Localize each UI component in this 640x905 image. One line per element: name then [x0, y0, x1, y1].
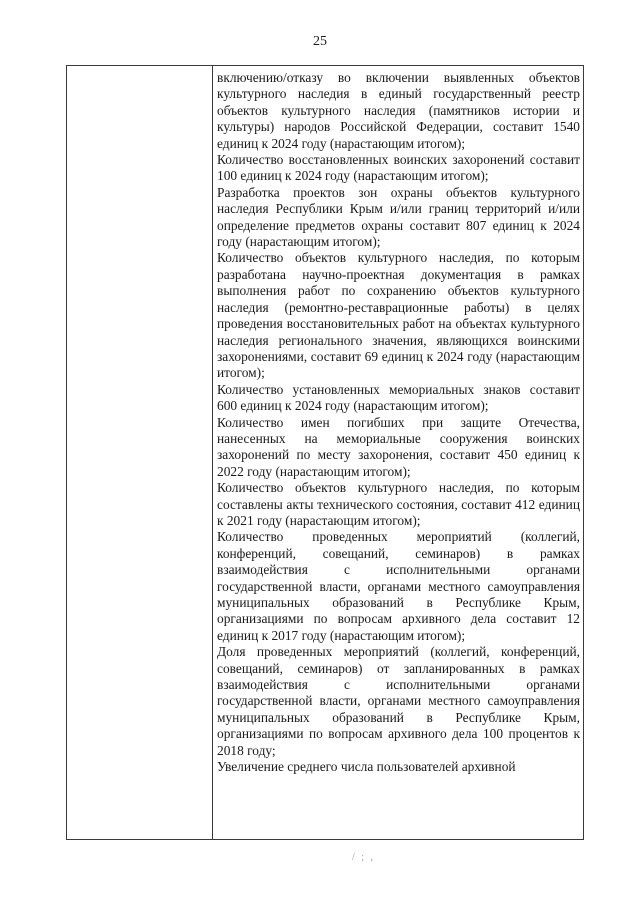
indicator-entry: Доля проведенных мероприятий (коллегий, конференций, совещаний, семинаров) от запланированных в рамках взаимодействия с исполнительными органами государственной власти, органами местного самоуправления муниципальных образований в Республике Крым, организациями по вопросам архивного дела 100 процентов к 2018 году; — [217, 644, 580, 758]
table-right-cell — [213, 66, 583, 839]
indicator-entry: Количество проведенных мероприятий (коллегий, конференций, совещаний, семинаров) в рамках взаимодействия с исполнительными органами государственной власти, органами местного самоуправления муниципальных образований в Республике Крым, организациями по вопросам архивного дела составит 12 единиц к 2017 году (нарастающим итогом); — [217, 529, 580, 643]
indicator-entry: Количество восстановленных воинских захоронений составит 100 единиц к 2024 году (нарастающим итогом); — [217, 152, 580, 184]
scan-mark: / ; , — [352, 852, 376, 863]
indicator-entry: Количество установленных мемориальных знаков составит 600 единиц к 2024 году (нарастающим итогом); — [217, 381, 580, 414]
indicator-entry: включению/отказу во включении выявленных объектов культурного наследия в единый государственный реестр объектов культурного наследия (памятников истории и культуры) народов Российской Федерации, составит 1540 единиц к 2024 году (нарастающим итогом); — [217, 70, 580, 151]
indicator-entry: Количество объектов культурного наследия, по которым разработана научно-проектная документация в рамках выполнения работ по сохранению объектов культурного наследия (ремонтно-реставрационные работы) в целях проведения восстановительных работ на объектах культурного наследия регионального значения, являющихся воинскими захоронениями, составит 69 единиц к 2024 году (нарастающим итогом); — [217, 250, 580, 381]
table-left-cell — [67, 66, 213, 839]
indicator-entry: Количество объектов культурного наследия, по которым составлены акты технического состояния, составит 412 единиц к 2021 году (нарастающим итогом); — [217, 480, 580, 528]
page-number: 25 — [313, 34, 327, 49]
indicator-entry: Увеличение среднего числа пользователей архивной — [217, 759, 516, 775]
document-table — [66, 65, 584, 840]
indicator-entry: Количество имен погибших при защите Отечества, нанесенных на мемориальные сооружения воинских захоронений по месту захоронения, составит 450 единиц к 2022 году (нарастающим итогом); — [217, 414, 580, 479]
indicator-entry: Разработка проектов зон охраны объектов культурного наследия Республики Крым и/или границ территорий и/или определение предметов охраны составит 807 единиц к 2024 году (нарастающим итогом); — [217, 184, 580, 250]
